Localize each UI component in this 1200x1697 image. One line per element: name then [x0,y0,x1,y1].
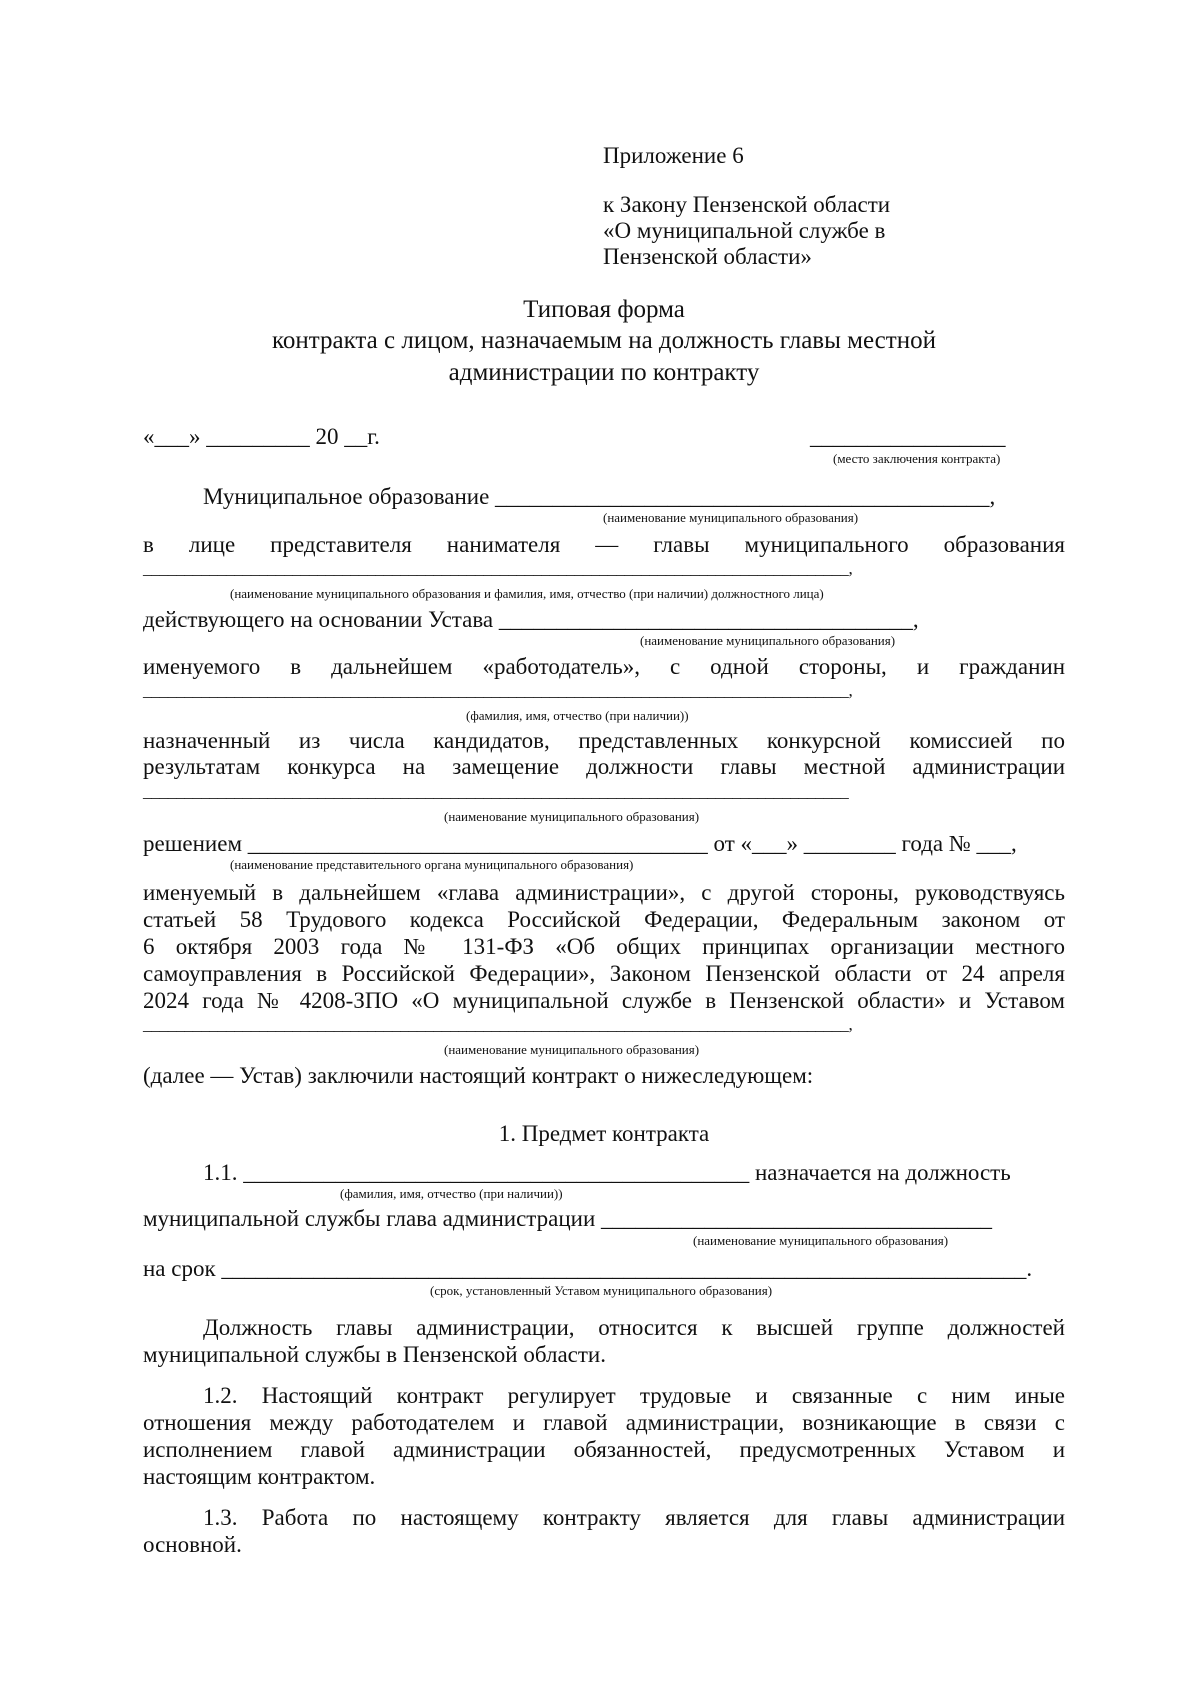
charter-basis-line: действующего на основании Устава ____________________________________, [143,607,919,632]
clause-1-2-line-1: 1.2. Настоящий контракт регулирует трудовые и связанные с ним иные [203,1383,1065,1408]
administration-name-caption: (наименование муниципального образования) [444,809,700,824]
appendix-number: Приложение 6 [603,143,744,168]
administration-name-field: _____________________________________________________________________________________ [143,782,849,801]
charter-basis-caption: (наименование муниципального образования) [640,633,896,648]
law-reference-line-3: Пензенской области» [603,244,812,269]
position-group-line-1: Должность главы администрации, относится к высшей группе должностей [203,1315,1065,1340]
document-title-line-1: Типовая форма [523,296,685,323]
law-reference-line-1: к Закону Пензенской области [603,192,891,217]
document-title-line-3: администрации по контракту [448,359,760,386]
clause-1-1-line-3: на срок ______________________________________________________________________. [143,1256,1033,1281]
section-1-heading: 1. Предмет контракта [498,1121,710,1146]
position-group-line-2: муниципальной службы в Пензенской области. [143,1342,606,1367]
decision-line: решением ________________________________________ от «___» ________ года № ___, [143,831,1017,856]
legal-basis-line-5: 2024 года № 4208-ЗПО «О муниципальной службе в Пензенской области» и Уставом [143,988,1065,1013]
legal-basis-line-3: 6 октября 2003 года № 131-ФЗ «Об общих принципах организации местного [143,934,1065,959]
employer-representative-line: в лице представителя нанимателя — главы муниципального образования [143,532,1065,557]
appointment-line-1: назначенный из числа кандидатов, представленных конкурсной комиссией по [143,728,1065,753]
clause-1-2-line-4: настоящим контрактом. [143,1464,376,1489]
official-name-caption: (наименование муниципального образования и фамилия, имя, отчество (при наличии) должностного лица) [230,586,824,601]
legal-basis-line-1: именуемый в дальнейшем «глава администрации», с другой стороны, руководствуясь [143,880,1065,905]
municipality-caption: (наименование муниципального образования) [603,510,859,525]
clause-1-3-line-2: основной. [143,1532,242,1557]
contract-place-field: _________________ [810,424,1006,449]
document-title-line-2: контракта с лицом, назначаемым на должность главы местной [272,327,936,354]
contract-place-caption: (место заключения контракта) [833,451,1001,466]
clause-1-1-line-1: 1.1. ____________________________________________ назначается на должность [203,1160,1011,1185]
clause-1-3-line-1: 1.3. Работа по настоящему контракту является для главы администрации [203,1505,1065,1530]
citizen-name-caption: (фамилия, имя, отчество (при наличии)) [466,708,689,723]
contract-date-field: «___» _________ 20 __г. [143,424,380,449]
clause-1-1-caption-2: (наименование муниципального образования) [693,1233,949,1248]
charter-name-caption: (наименование муниципального образования) [444,1042,700,1057]
intro-closing-line: (далее — Устав) заключили настоящий контракт о нижеследующем: [143,1063,814,1088]
legal-basis-line-4: самоуправления в Российской Федерации», Законом Пензенской области от 24 апреля [143,961,1065,986]
clause-1-2-line-3: исполнением главой администрации обязанностей, предусмотренных Уставом и [143,1437,1065,1462]
appointment-line-2: результатам конкурса на замещение должности главы местной администрации [143,754,1065,779]
legal-basis-line-2: статьей 58 Трудового кодекса Российской Федерации, Федеральным законом от [143,907,1065,932]
clause-1-2-line-2: отношения между работодателем и главой администрации, возникающие в связи с [143,1410,1065,1435]
citizen-name-field: _____________________________________________________________________________________, [143,681,853,700]
charter-name-field: _____________________________________________________________________________________, [143,1015,853,1034]
clause-1-1-line-2: муниципальной службы глава администрации __________________________________ [143,1206,993,1231]
clause-1-1-caption-1: (фамилия, имя, отчество (при наличии)) [340,1186,563,1201]
law-reference-line-2: «О муниципальной службе в [603,218,886,243]
clause-1-1-caption-3: (срок, установленный Уставом муниципального образования) [430,1283,773,1298]
employer-designation-line: именуемого в дальнейшем «работодатель», с одной стороны, и гражданин [143,654,1065,679]
official-name-field: _____________________________________________________________________________________, [143,559,853,578]
decision-caption: (наименование представительного органа муниципального образования) [230,857,634,872]
municipality-line: Муниципальное образование ___________________________________________, [203,484,996,509]
